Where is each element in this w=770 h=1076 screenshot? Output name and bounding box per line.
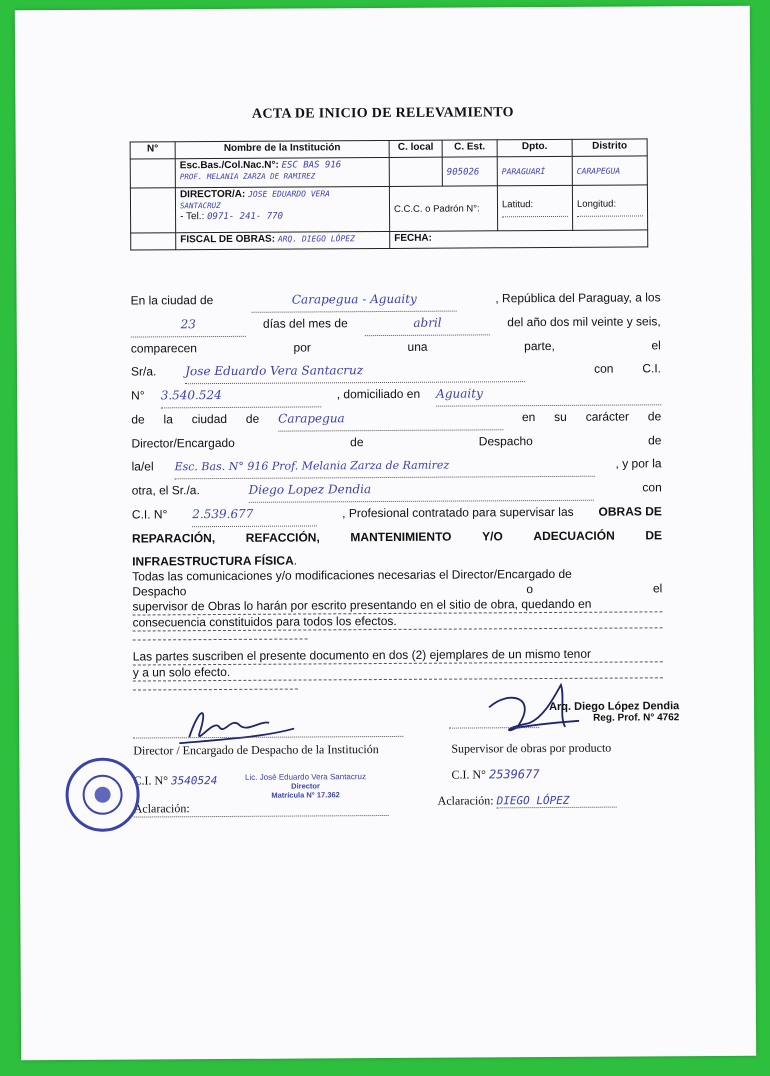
supervisor-aclaracion-value: DIEGO LÓPEZ [497,794,617,809]
line-12: INFRAESTRUCTURA FÍSICA. [132,553,298,569]
col-number: N° [130,142,175,159]
supervisor-aclaracion-label: Aclaración: [437,793,494,808]
ccc-label: C.C.C. o Padrón N°: [389,186,497,232]
domicile-field: Aguaity [436,381,661,406]
fiscal-label: FISCAL DE OBRAS: [180,233,276,246]
line-6: de la ciudad de Carapegua en su carácter de [131,405,661,432]
line-4: Sr/a. Jose Eduardo Vera Santacruz con C.I. [131,357,661,384]
c-est-value: 905026 [446,166,480,178]
paragraph-communications: Todas las comunicaciones y/o modificaciones necesarias el Director/Encargado de Despacho o el supervisor de Obras lo harán por escrito presentando en el sitio de obra, quedando en consecuencia constituidos para todos los efectos. [132,566,662,640]
director-label: DIRECTOR/A: [179,188,246,201]
line-2: 23 días del mes de abril del año dos mil veinte y seis, [131,310,661,337]
director-ci-label: C.I. N° [133,773,169,788]
esc-label: Esc.Bas./Col.Nac.N°: [179,159,279,172]
supervisor-ci-field: 2.539.677 [192,502,317,527]
col-c-est: C. Est. [442,140,497,157]
supervisor-ci-label: C.I. N° [451,767,486,782]
document-title: ACTA DE INICIO DE RELEVAMIENTO [251,105,514,122]
supervisor-role: Supervisor de obras por producto [451,740,612,756]
fecha-label: FECHA: [394,232,433,244]
director-name-field: Jose Eduardo Vera Santacruz [185,358,525,384]
fiscal-value: ARQ. DIEGO LÓPEZ [277,234,355,244]
col-distrito: Distrito [572,139,647,156]
esc-value-1: ESC BAS 916 [281,160,342,171]
col-institution: Nombre de la Institución [175,140,389,158]
director-value-2: SANTACRUZ [179,201,221,211]
table-row [130,156,647,188]
line-11: REPARACIÓN, REFACCIÓN, MANTENIMIENTO Y/O ADECUACIÓN DE [131,528,663,546]
director-aclaracion: Aclaración: [134,800,389,818]
month-field: abril [365,311,490,336]
act-body [131,286,663,573]
line-8: la/el Esc. Bas. N° 916 Prof. Melania Zarza de Ramirez , y por la [132,452,662,479]
document-page [15,6,756,1060]
director-seal: Lic. José Eduardo Vera Santacruz Director Matrícula N° 17.362 [244,772,366,800]
day-field: 23 [131,313,246,338]
distrito-value: CARAPEGUA [576,166,621,176]
director-ci-field: 3.540.524 [161,383,321,408]
institution-field: Esc. Bas. N° 916 Prof. Melania Zarza de Ramirez [175,453,595,480]
col-c-local: C. local [389,140,442,157]
supervisor-name-field: Diego Lopez Dendia [249,477,594,503]
table-row [131,230,648,250]
city-field: Carapegua - Aguaity [252,288,457,313]
latitud-label: Latitud: [501,199,534,211]
line-9: otra, el Sr./a. Diego Lopez Dendia con [132,476,662,503]
longitud-label: Longitud: [576,198,617,210]
col-dpto: Dpto. [497,139,572,156]
tel-label: - Tel.: [180,211,205,223]
line-10: C.I. N° 2.539.677 , Profesional contratado para supervisar las OBRAS DE [132,500,662,527]
line-1: En la ciudad de Carapegua - Aguaity , República del Paraguay, a los [131,286,661,313]
city-2-field: Carapegua [278,406,503,431]
supervisor-ci-signed: 2539677 [488,767,540,782]
supervisor-stamp: Arq. Diego López Dendia Reg. Prof. N° 4762 [549,700,680,724]
line-7: Director/Encargado de Despacho de [131,433,662,451]
paragraph-copies: Las partes suscriben el presente documento en dos (2) ejemplares de un mismo tenor y a un solo efecto. [133,646,663,690]
line-5: N° 3.540.524 , domiciliado en Aguaity [131,381,661,408]
director-role: Director / Encargado de Despacho de la Institución [133,742,379,758]
esc-value-2: PROF. MELANIA ZARZA DE RAMIREZ [179,171,316,182]
director-ci-signed: 3540524 [170,774,218,788]
table-row [130,185,647,233]
institution-table [130,138,649,250]
ministry-round-stamp [65,758,139,832]
director-value-1: JOSE EDUARDO VERA [248,189,331,199]
tel-value: 0971- 241- 770 [207,211,284,223]
line-3: comparecen por una parte, el [130,338,661,356]
dpto-value: PARAGUARÍ [501,166,546,176]
